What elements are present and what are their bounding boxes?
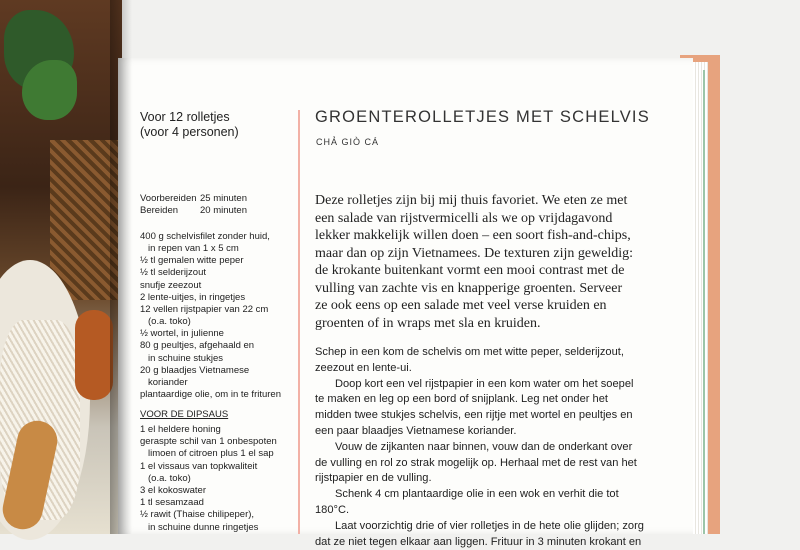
dip-ingredient-list	[140, 424, 277, 534]
intro-line: een salade van rijstvermicelli als we op vrijdagavond	[315, 210, 613, 226]
method-line: rijstpapier en de vulling.	[315, 472, 432, 485]
ingredient-line: in schuine stukjes	[148, 352, 223, 364]
intro-line: lekker makkelijk willen doen – een soort fish-and-chips,	[315, 228, 631, 243]
ingredient-list	[140, 231, 300, 401]
recipe-title: GROENTEROLLETJES MET SCHELVIS	[315, 108, 650, 126]
serving-line: Voor 12 rolletjes	[140, 110, 230, 124]
intro-line: Deze rolletjes zijn bij mij thuis favoriet. We eten ze met	[315, 193, 628, 208]
ingredient-line: 1 tl sesamzaad	[140, 497, 204, 509]
time-label: Voorbereiden	[140, 193, 197, 204]
intro-line: de krokante buitenkant vormt een mooi contrast met de	[315, 263, 625, 278]
ingredient-line: snufje zeezout	[140, 279, 202, 291]
intro-line: groenten of in wraps met sla en kruiden.	[315, 315, 541, 331]
ingredient-line: koriander	[148, 376, 188, 388]
ingredient-line: (o.a. toko)	[148, 316, 191, 328]
ingredient-line: geraspte schil van 1 onbespoten	[140, 436, 277, 448]
ingredient-line: in repen van 1 x 5 cm	[148, 243, 239, 255]
method-line: te maken en leg op een bord of snijplank. Leg net onder het	[315, 393, 608, 406]
time-value: 20 minuten	[200, 205, 248, 216]
serving-size	[140, 110, 239, 140]
method-line: dat ze niet tegen elkaar aan liggen. Frituur in 3 minuten krokant en	[315, 535, 642, 548]
time-row	[140, 193, 247, 205]
ingredient-line: (o.a. toko)	[148, 472, 191, 484]
ingredient-line: ½ tl selderijzout	[140, 267, 207, 279]
intro-line: vulling van zachte vis en knapperige groenten. Serveer	[315, 280, 623, 296]
herb-leaf	[22, 60, 77, 120]
method-line: Vouw de zijkanten naar binnen, vouw dan de onderkant over	[335, 440, 633, 453]
method-line: de vulling en rol zo strak mogelijk op. Herhaal met de rest van het	[315, 456, 637, 469]
ingredient-line: in schuine dunne ringetjes	[148, 521, 259, 533]
method-line: een paar blaadjes Vietnamese koriander.	[315, 424, 517, 437]
method-line: Doop kort een vel rijstpapier in een kom water om het soepel	[335, 377, 634, 390]
book-gutter-shadow	[110, 0, 132, 534]
method-line: Laat voorzichtig drie of vier rolletjes in de hete olie glijden; zorg	[335, 519, 644, 532]
method-line: Schep in een kom de schelvis om met witte peper, selderijzout,	[315, 346, 624, 358]
ingredient-line: plantaardige olie, om in te frituren	[140, 389, 281, 401]
ingredient-line: 400 g schelvisfilet zonder huid,	[140, 231, 270, 242]
intro-line: ze ook eens op een salade met veel verse kruiden en	[315, 298, 607, 313]
ingredient-line: 12 vellen rijstpapier van 22 cm	[140, 303, 269, 315]
time-label: Bereiden	[140, 205, 179, 216]
recipe-subtitle: CHẢ GIÒ CÁ	[316, 137, 380, 147]
food-photo-page	[0, 0, 122, 534]
ingredient-line: 3 el kokoswater	[140, 485, 207, 497]
ingredient-line: ½ wortel, in julienne	[140, 328, 224, 340]
ingredient-line: 2 lente-uitjes, in ringetjes	[140, 291, 246, 303]
method-line: midden twee stukjes schelvis, een rijtje met wortel en peultjes en	[315, 409, 633, 422]
recipe-intro	[315, 192, 633, 332]
ingredient-line: limoen of citroen plus 1 el sap	[148, 448, 274, 460]
serving-line: (voor 4 personen)	[140, 125, 239, 139]
intro-line: maar dan op zijn Vietnamees. De texturen zijn geweldig:	[315, 245, 634, 261]
ingredient-line: 80 g peultjes, afgehaald en	[140, 340, 255, 352]
method-line: zeezout en lente-ui.	[315, 361, 412, 374]
time-row	[140, 205, 247, 217]
ingredient-line: 1 el vissaus van topkwaliteit	[140, 460, 258, 472]
ingredient-line: ½ tl gemalen witte peper	[140, 255, 244, 267]
recipe-method	[315, 345, 644, 550]
prep-times	[140, 193, 247, 217]
ingredient-line: 20 g blaadjes Vietnamese	[140, 364, 250, 376]
dip-heading: VOOR DE DIPSAUS	[140, 409, 229, 420]
method-line: 180°C.	[315, 503, 350, 516]
time-value: 25 minuten	[200, 193, 248, 204]
ingredient-line: 1 el heldere honing	[140, 424, 221, 435]
method-line: Schenk 4 cm plantaardige olie in een wok en verhit die tot	[335, 488, 619, 501]
dipping-sauce	[75, 310, 113, 400]
ingredient-line: ½ rawit (Thaise chilipeper),	[140, 509, 255, 521]
bookmark-ribbon	[703, 70, 705, 534]
